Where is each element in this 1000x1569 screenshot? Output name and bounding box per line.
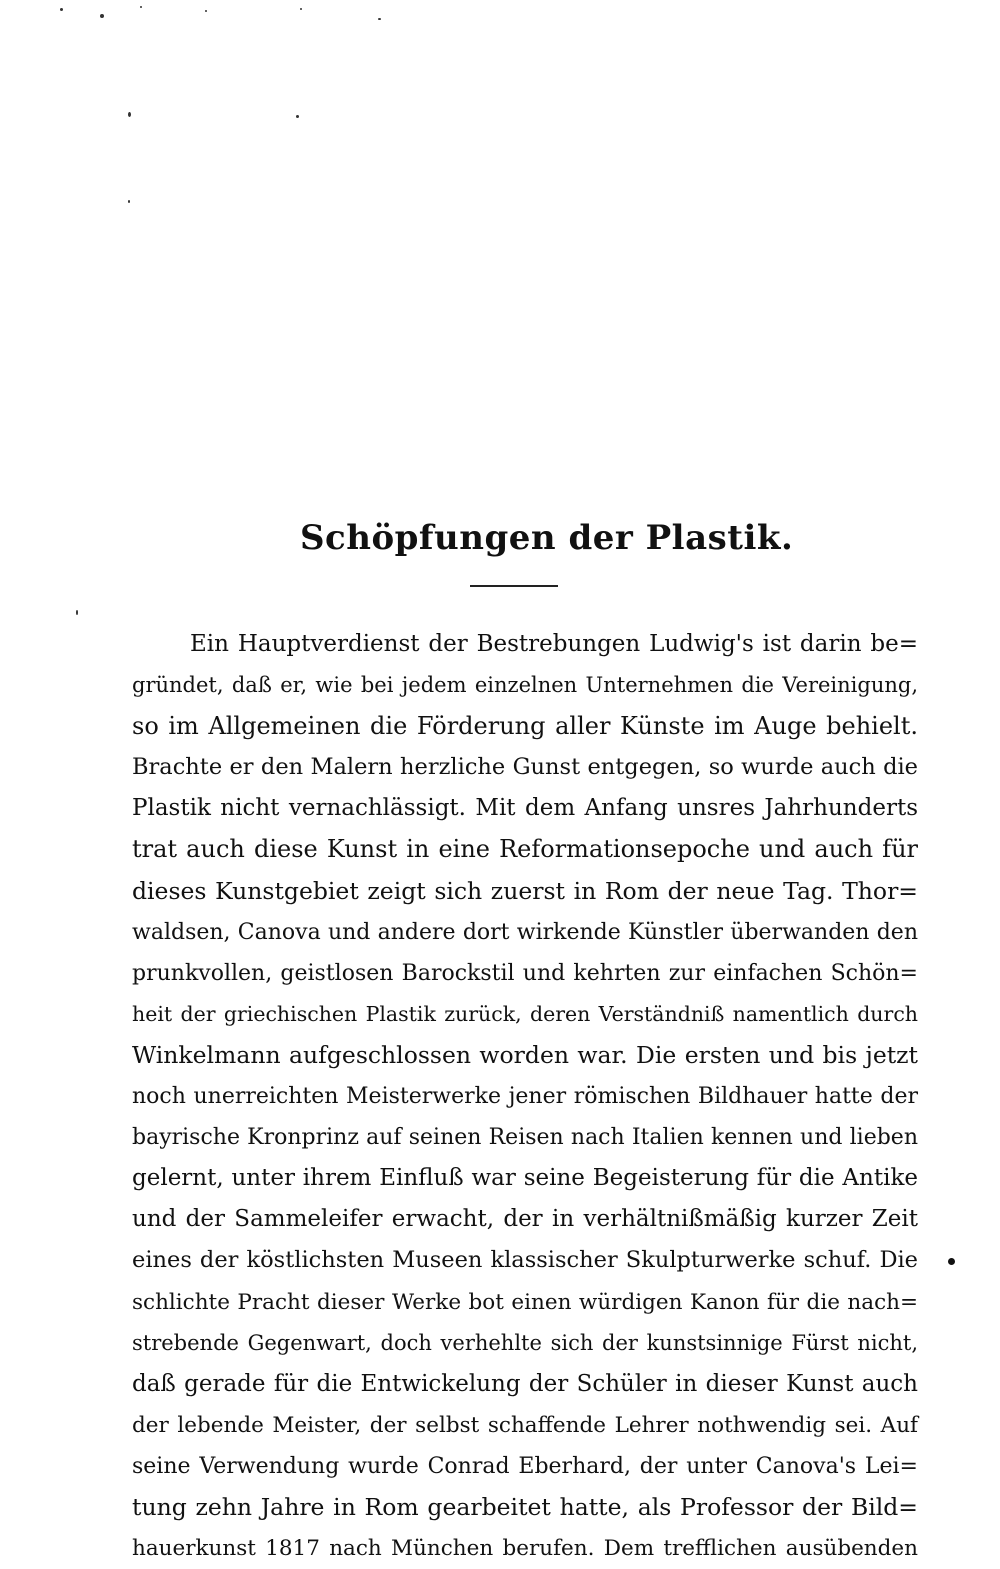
text-line: prunkvollen, geistlosen Barockstil und kehrten zur einfachen Schön= xyxy=(132,960,918,986)
text-line: und der Sammeleifer erwacht, der in verhältnißmäßig kurzer Zeit xyxy=(132,1206,918,1233)
text-line: bayrische Kronprinz auf seinen Reisen nach Italien kennen und lieben xyxy=(132,1125,918,1151)
text-line: trat auch diese Kunst in eine Reformationsepoche und auch für xyxy=(132,835,918,864)
text-line: heit der griechischen Plastik zurück, deren Verständniß namentlich durch xyxy=(132,1001,918,1026)
title-divider xyxy=(470,585,558,587)
text-line: noch unerreichten Meisterwerke jener römischen Bildhauer hatte der xyxy=(132,1084,918,1110)
text-line: Ein Hauptverdienst der Bestrebungen Ludwig's ist darin be= xyxy=(190,631,918,657)
text-line: gründet, daß er, wie bei jedem einzelnen Unternehmen die Vereinigung, xyxy=(132,673,918,698)
text-line: Plastik nicht vernachlässigt. Mit dem Anfang unsres Jahrhunderts xyxy=(132,795,918,822)
scan-speckle xyxy=(128,112,131,117)
margin-dot xyxy=(948,1258,955,1265)
text-line: eines der köstlichsten Museen klassischer Skulpturwerke schuf. Die xyxy=(132,1247,918,1274)
scan-speckle xyxy=(300,8,302,10)
text-line: so im Allgemeinen die Förderung aller Künste im Auge behielt. xyxy=(132,712,918,741)
body-text xyxy=(132,624,918,1569)
scan-speckle xyxy=(100,14,104,18)
scan-speckle xyxy=(128,200,130,203)
text-line: waldsen, Canova und andere dort wirkende Künstler überwanden den xyxy=(132,919,918,945)
text-line: der lebende Meister, der selbst schaffende Lehrer nothwendig sei. Auf xyxy=(132,1412,918,1438)
text-line: Winkelmann aufgeschlossen worden war. Die ersten und bis jetzt xyxy=(132,1040,918,1069)
text-line: gelernt, unter ihrem Einfluß war seine Begeisterung für die Antike xyxy=(132,1165,918,1192)
text-line: Brachte er den Malern herzliche Gunst entgegen, so wurde auch die xyxy=(132,754,918,781)
scan-speckle xyxy=(60,8,63,11)
scan-speckle xyxy=(140,6,142,8)
scan-speckle xyxy=(296,115,299,118)
text-line: seine Verwendung wurde Conrad Eberhard, der unter Canova's Lei= xyxy=(132,1453,918,1479)
text-line: tung zehn Jahre in Rom gearbeitet hatte, als Professor der Bild= xyxy=(132,1492,918,1521)
text-line: schlichte Pracht dieser Werke bot einen würdigen Kanon für die nach= xyxy=(132,1289,918,1315)
chapter-title: Schöpfungen der Plastik. xyxy=(300,518,794,558)
text-line: strebende Gegenwart, doch verhehlte sich der kunstsinnige Fürst nicht, xyxy=(132,1330,918,1355)
scan-speckle xyxy=(205,10,207,12)
text-line: dieses Kunstgebiet zeigt sich zuerst in Rom der neue Tag. Thor= xyxy=(132,876,918,905)
scan-speckle xyxy=(76,610,78,615)
scan-speckle xyxy=(378,18,381,20)
text-line: daß gerade für die Entwickelung der Schüler in dieser Kunst auch xyxy=(132,1370,918,1397)
text-line: hauerkunst 1817 nach München berufen. Dem trefflichen ausübenden xyxy=(132,1536,918,1562)
